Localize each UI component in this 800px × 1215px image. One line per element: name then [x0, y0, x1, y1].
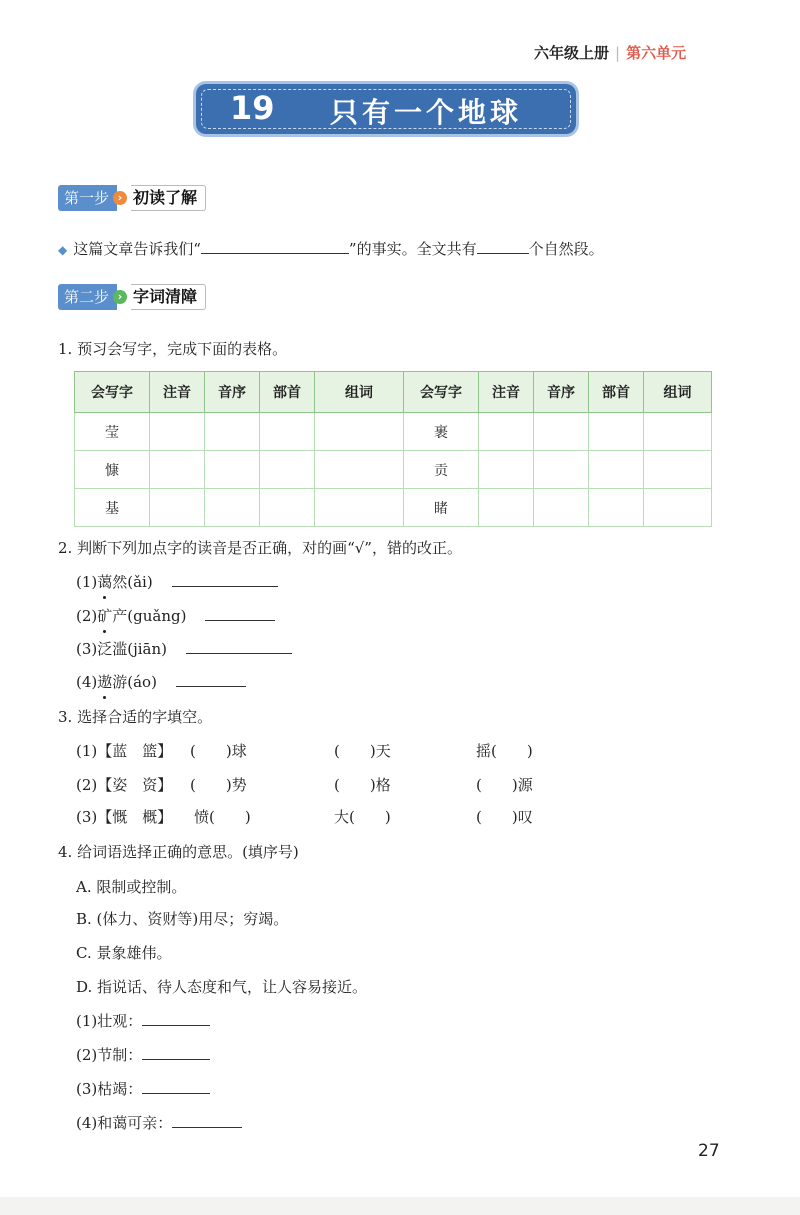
table-cell[interactable] — [479, 451, 534, 489]
table-header: 注音 — [479, 372, 534, 413]
table-cell: 贡 — [404, 451, 479, 489]
table-cell[interactable] — [205, 413, 260, 451]
answer-blank[interactable] — [172, 1113, 242, 1128]
step1-title: 初读了解 — [131, 185, 206, 211]
table-cell[interactable] — [479, 489, 534, 527]
q4-option: B. (体力、资财等)用尽；穷竭。 — [76, 910, 289, 928]
table-cell[interactable] — [479, 413, 534, 451]
q3-fill[interactable]: ( )源 — [476, 776, 533, 794]
table-cell[interactable] — [260, 413, 315, 451]
answer-blank[interactable] — [172, 572, 278, 587]
q3-fill[interactable]: ( )格 — [334, 776, 391, 794]
table-header: 音序 — [534, 372, 589, 413]
table-cell[interactable] — [589, 489, 644, 527]
table-cell: 基 — [75, 489, 150, 527]
answer-blank[interactable] — [205, 606, 275, 621]
q2-prompt: 2. 判断下列加点字的读音是否正确，对的画“√”，错的改正。 — [58, 539, 462, 557]
q3-fill[interactable]: ( )势 — [190, 776, 247, 794]
table-header: 部首 — [589, 372, 644, 413]
q2-item: (3)泛滥(jiān) — [76, 638, 292, 659]
q4-option: A. 限制或控制。 — [76, 878, 187, 896]
q4-item: (3)枯竭： — [76, 1078, 210, 1099]
chevron-right-icon: › — [113, 290, 127, 304]
q3-fill[interactable]: 愤( ) — [194, 808, 251, 826]
lesson-title: 只有一个地球 — [330, 96, 523, 129]
q2-item: (4)遨游(áo) — [76, 671, 246, 692]
answer-blank[interactable] — [186, 639, 292, 654]
diamond-bullet-icon: ◆ — [58, 243, 68, 257]
table-cell[interactable] — [644, 451, 712, 489]
table-row — [75, 451, 712, 489]
lesson-number: 19 — [230, 89, 275, 127]
table-cell[interactable] — [150, 489, 205, 527]
table-cell: 莹 — [75, 413, 150, 451]
step1-tag: 第一步 — [58, 185, 117, 211]
q3-row: (3)【慨 概】 — [76, 808, 173, 826]
table-header: 会写字 — [404, 372, 479, 413]
q2-item: (1)蔼然(ǎi) — [76, 571, 278, 592]
table-cell[interactable] — [315, 451, 404, 489]
table-cell[interactable] — [205, 451, 260, 489]
table-cell[interactable] — [589, 451, 644, 489]
table-cell[interactable] — [534, 413, 589, 451]
table-cell: 裹 — [404, 413, 479, 451]
table-cell[interactable] — [644, 489, 712, 527]
table-cell[interactable] — [150, 451, 205, 489]
table-header: 音序 — [205, 372, 260, 413]
q4-prompt: 4. 给词语选择正确的意思。(填序号) — [58, 843, 299, 861]
grade-label: 六年级上册 — [534, 44, 610, 62]
page-number: 27 — [698, 1141, 720, 1161]
unit-label: 第六单元 — [626, 44, 687, 62]
table-header: 部首 — [260, 372, 315, 413]
q3-fill[interactable]: ( )球 — [190, 742, 247, 760]
table-row — [75, 413, 712, 451]
table-cell[interactable] — [150, 413, 205, 451]
q4-option: D. 指说话、待人态度和气，让人容易接近。 — [76, 978, 368, 996]
answer-blank[interactable] — [176, 672, 246, 687]
q3-row: (2)【姿 资】 — [76, 776, 173, 794]
character-table — [74, 371, 712, 527]
q3-row: (1)【蓝 篮】 — [76, 742, 173, 760]
lesson-banner — [196, 84, 576, 134]
answer-blank[interactable] — [142, 1045, 210, 1060]
table-cell[interactable] — [315, 413, 404, 451]
table-cell: 慷 — [75, 451, 150, 489]
page-header: 六年级上册 | 第六单元 — [534, 44, 687, 62]
table-row — [75, 489, 712, 527]
table-header: 会写字 — [75, 372, 150, 413]
table-cell[interactable] — [260, 451, 315, 489]
step2-title: 字词清障 — [131, 284, 206, 310]
step1-question: ◆ 这篇文章告诉我们“ ”的事实。全文共有 个自然段。 — [58, 240, 604, 258]
q3-prompt: 3. 选择合适的字填空。 — [58, 708, 213, 726]
q2-item: (2)矿产(guǎng) — [76, 605, 275, 626]
q3-fill[interactable]: 摇( ) — [476, 742, 533, 760]
table-header: 组词 — [644, 372, 712, 413]
table-cell[interactable] — [534, 451, 589, 489]
q4-option: C. 景象雄伟。 — [76, 944, 172, 962]
answer-blank[interactable] — [477, 239, 529, 254]
q3-fill[interactable]: ( )天 — [334, 742, 391, 760]
table-cell[interactable] — [260, 489, 315, 527]
answer-blank[interactable] — [142, 1011, 210, 1026]
table-header: 组词 — [315, 372, 404, 413]
table-cell[interactable] — [205, 489, 260, 527]
q3-fill[interactable]: ( )叹 — [476, 808, 533, 826]
table-cell: 睹 — [404, 489, 479, 527]
table-cell[interactable] — [315, 489, 404, 527]
table-cell[interactable] — [644, 413, 712, 451]
chevron-right-icon: › — [113, 191, 127, 205]
answer-blank[interactable] — [142, 1079, 210, 1094]
table-cell[interactable] — [534, 489, 589, 527]
step2-label — [58, 284, 206, 310]
answer-blank[interactable] — [201, 239, 349, 254]
q1-prompt: 1. 预习会写字，完成下面的表格。 — [58, 340, 288, 358]
step2-tag: 第二步 — [58, 284, 117, 310]
step1-label — [58, 185, 206, 211]
table-cell[interactable] — [589, 413, 644, 451]
table-header: 注音 — [150, 372, 205, 413]
q3-fill[interactable]: 大( ) — [334, 808, 391, 826]
q4-item: (2)节制： — [76, 1044, 210, 1065]
q4-item: (1)壮观： — [76, 1010, 210, 1031]
q4-item: (4)和蔼可亲： — [76, 1112, 242, 1133]
